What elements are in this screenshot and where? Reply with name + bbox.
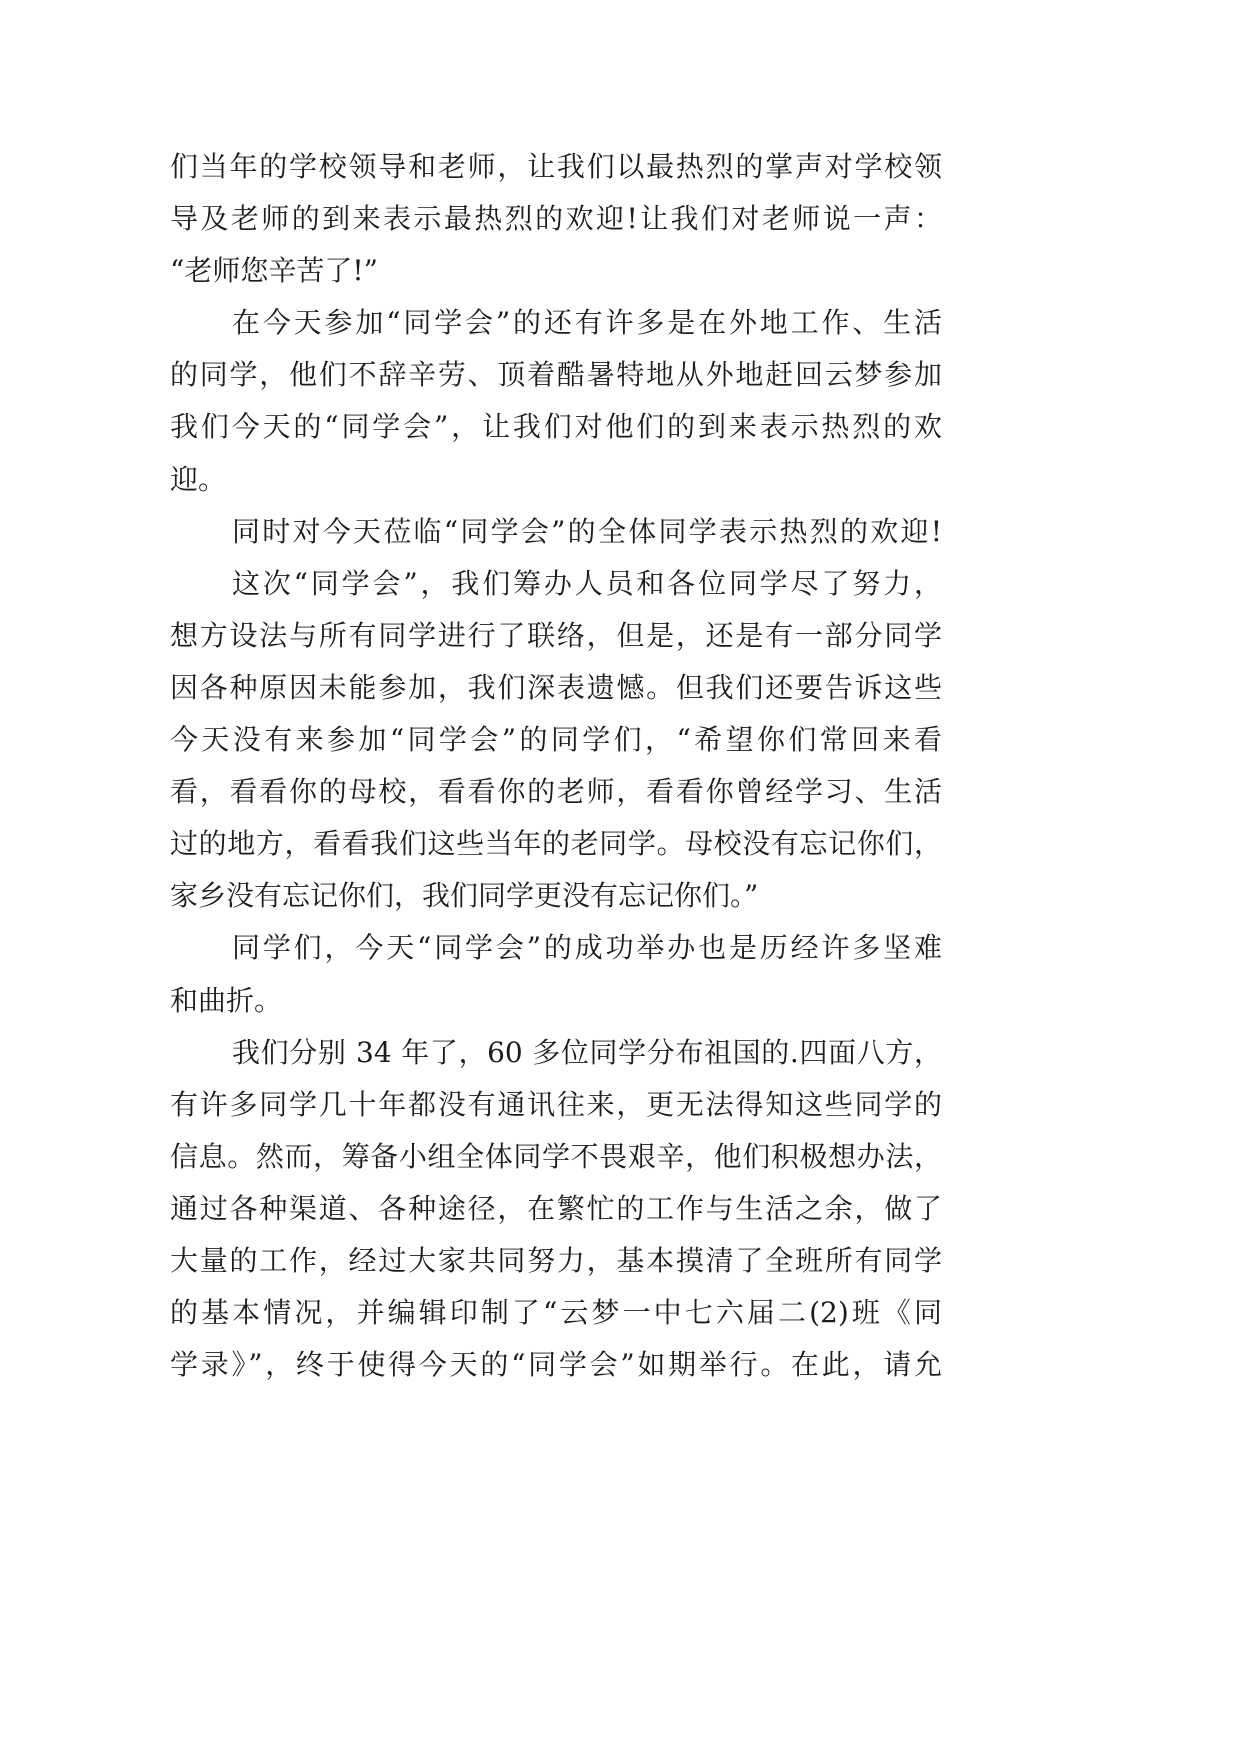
text-line: 这次“同学会”，我们筹办人员和各位同学尽了努力， <box>232 566 942 600</box>
text-line: 和曲折。 <box>170 983 283 1017</box>
paragraph <box>170 297 942 505</box>
paragraph <box>170 1027 942 1392</box>
text-line: 我们今天的“同学会”，让我们对他们的到来表示热烈的欢 <box>170 410 942 444</box>
text-line: 看，看看你的母校，看看你的老师，看看你曾经学习、生活 <box>170 775 942 809</box>
text-line: 过的地方，看看我们这些当年的老同学。母校没有忘记你们， <box>170 827 942 861</box>
text-line: 在今天参加“同学会”的还有许多是在外地工作、生活 <box>232 306 942 340</box>
text-line: 有许多同学几十年都没有通讯往来，更无法得知这些同学的 <box>170 1087 942 1121</box>
text-line: 想方设法与所有同学进行了联络，但是，还是有一部分同学 <box>170 618 942 652</box>
paragraph <box>170 141 942 297</box>
text-line: 同学们，今天“同学会”的成功举办也是历经许多坚难 <box>232 931 942 965</box>
text-line: 我们分别 34 年了，60 多位同学分布祖国的.四面八方， <box>232 1035 942 1069</box>
text-line: 们当年的学校领导和老师，让我们以最热烈的掌声对学校领 <box>170 150 942 183</box>
paragraph <box>170 558 942 923</box>
paragraph <box>170 922 942 1026</box>
text-line: 同时对今天莅临“同学会”的全体同学表示热烈的欢迎! <box>232 514 942 548</box>
text-line: 今天没有来参加“同学会”的同学们，“希望你们常回来看 <box>170 723 942 757</box>
text-line: “老师您辛苦了!” <box>170 254 378 288</box>
document-body <box>170 141 942 1391</box>
text-line: 因各种原因未能参加，我们深表遗憾。但我们还要告诉这些 <box>170 670 942 704</box>
text-line: 学录》”，终于使得今天的“同学会”如期举行。在此，请允 <box>170 1348 942 1382</box>
text-line: 家乡没有忘记你们，我们同学更没有忘记你们。” <box>170 879 759 913</box>
paragraph <box>170 506 942 558</box>
text-line: 的基本情况，并编辑印制了“云梦一中七六届二(2)班《同 <box>170 1296 942 1330</box>
text-line: 通过各种渠道、各种途径，在繁忙的工作与生活之余，做了 <box>170 1191 942 1225</box>
text-line: 导及老师的到来表示最热烈的欢迎!让我们对老师说一声： <box>170 202 942 236</box>
text-line: 的同学，他们不辞辛劳、顶着酷暑特地从外地赶回云梦参加 <box>170 358 942 392</box>
text-line: 迎。 <box>170 462 227 496</box>
text-line: 信息。然而，筹备小组全体同学不畏艰辛，他们积极想办法， <box>170 1139 942 1173</box>
text-line: 大量的工作，经过大家共同努力，基本摸清了全班所有同学 <box>170 1243 942 1277</box>
